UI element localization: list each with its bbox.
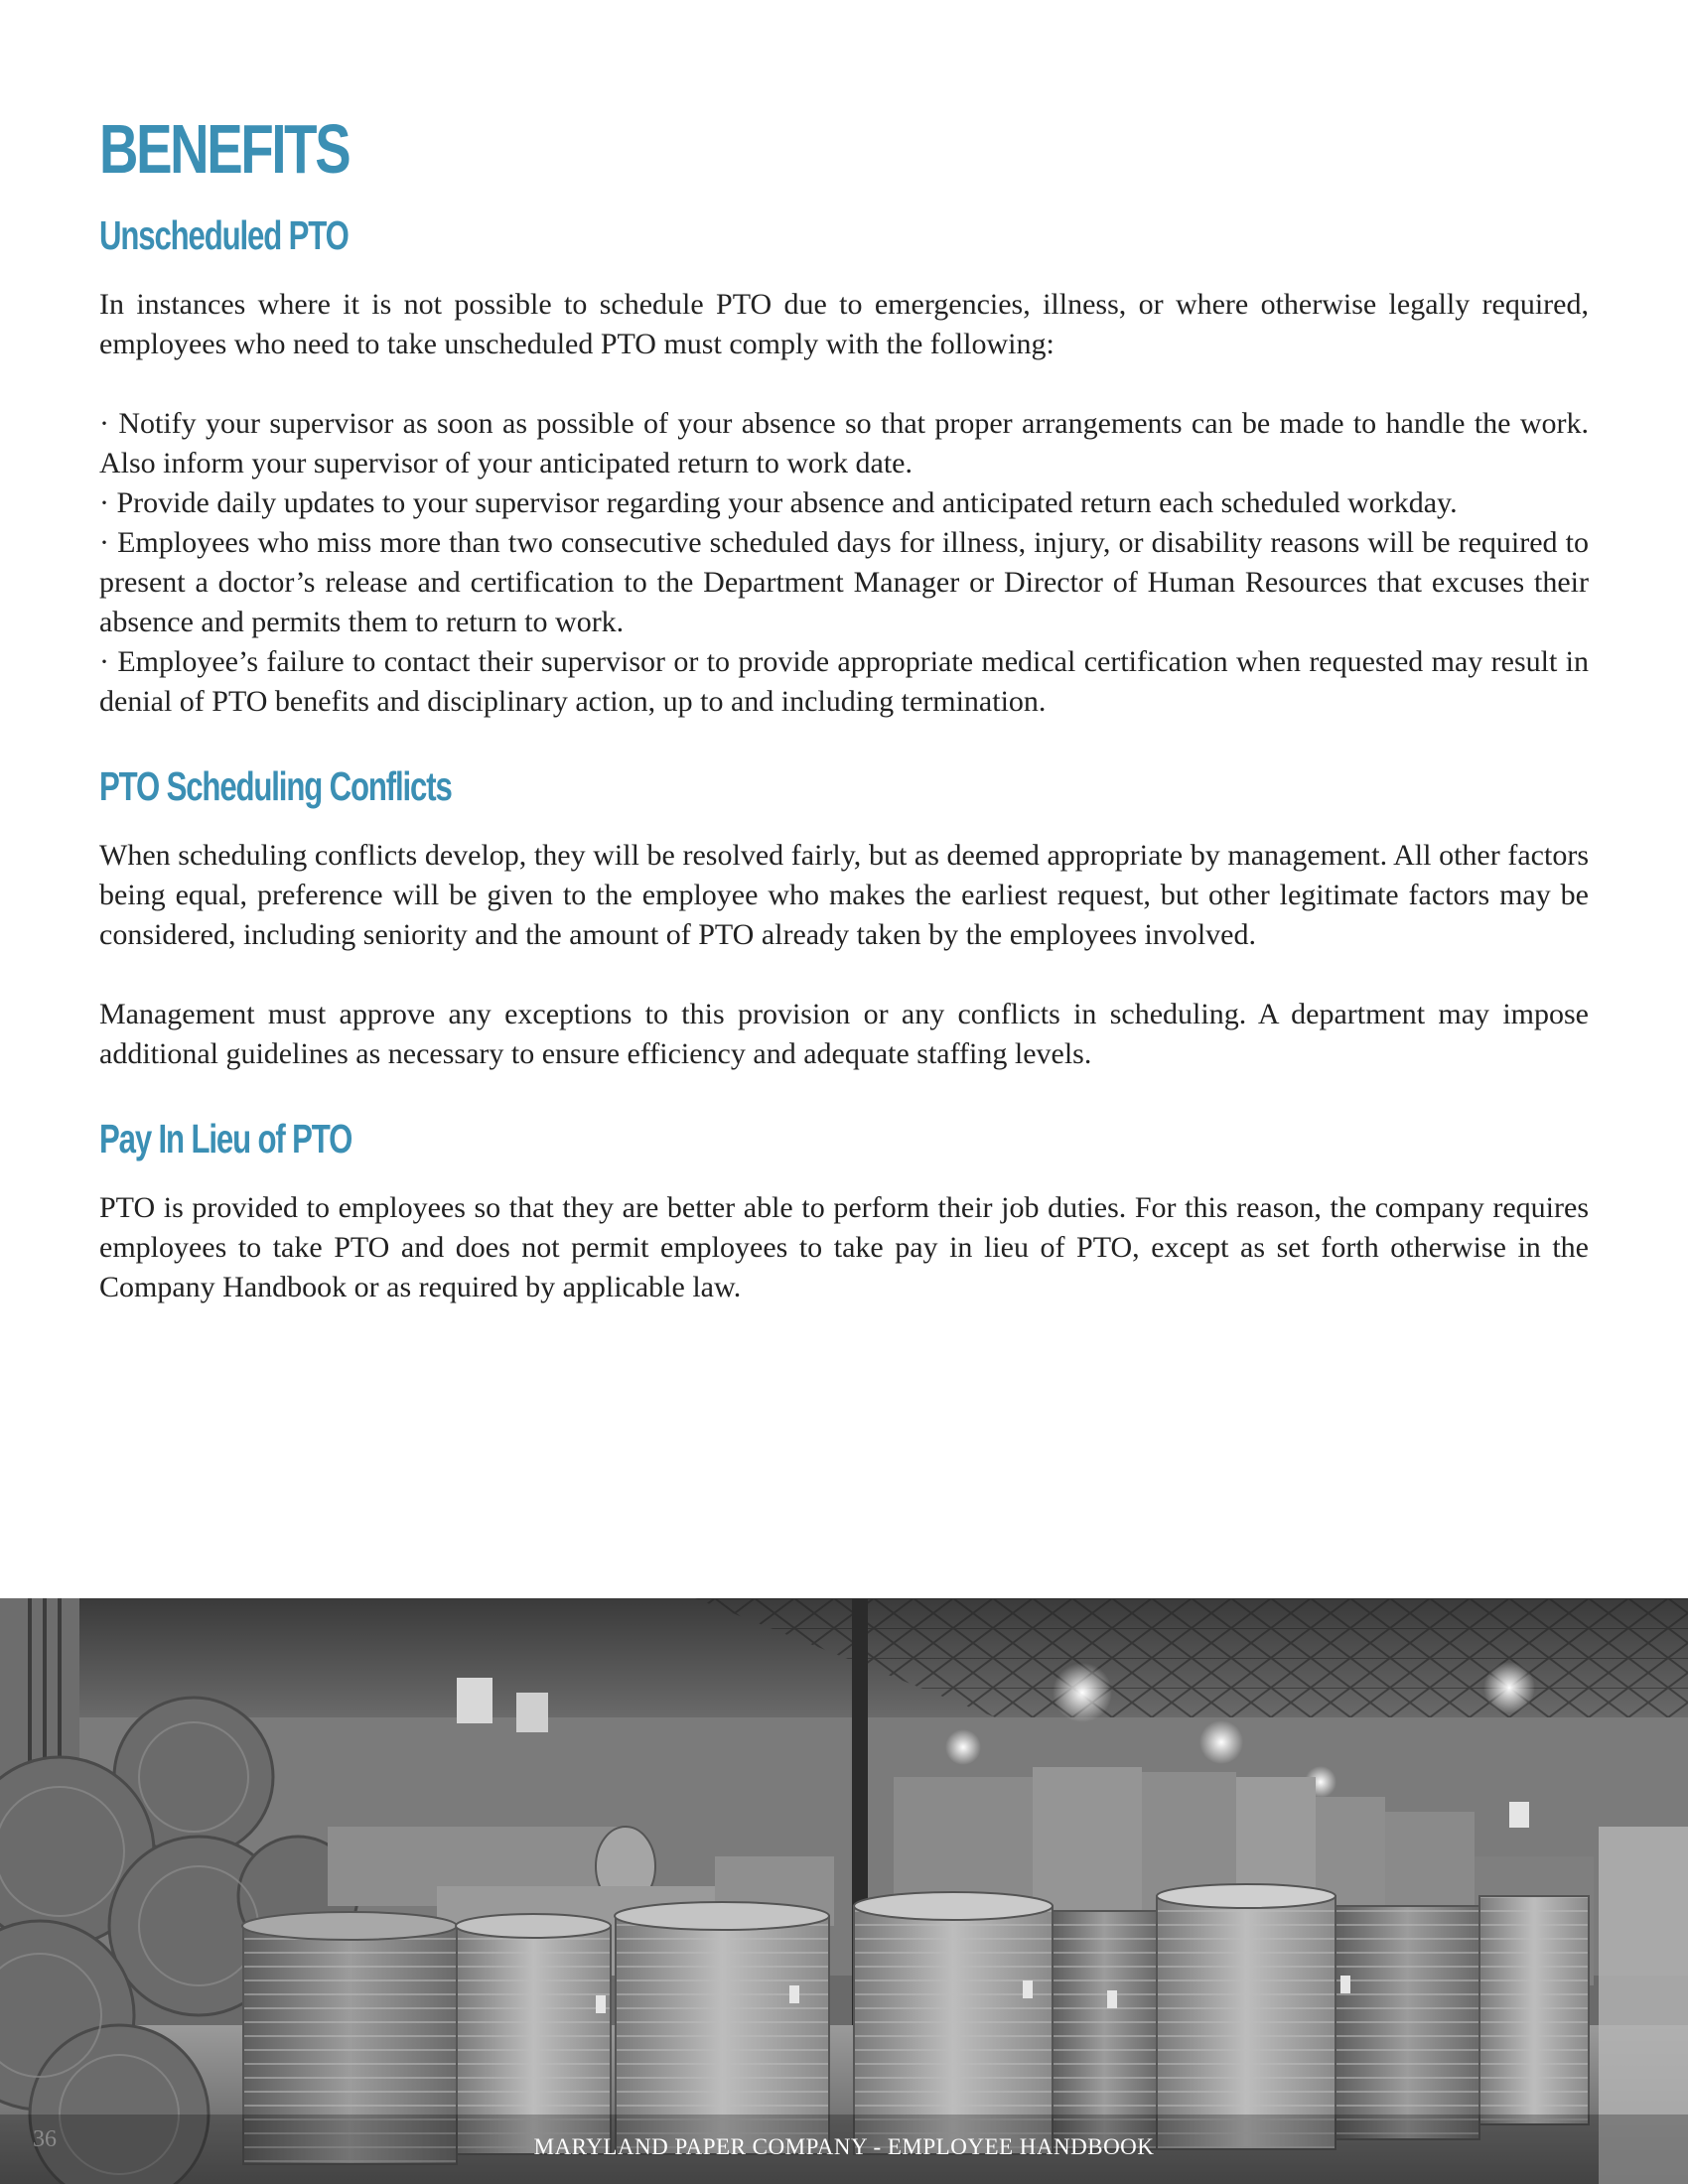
list-item: · Employee’s failure to contact their supervisor or to provide appropriate medical certification when requested may result in denial of PTO benefits and disciplinary action, up to and including termination. — [99, 645, 1589, 718]
section-heading-pto-scheduling-conflicts: PTO Scheduling Conflicts — [99, 763, 452, 809]
section-heading-unscheduled-pto: Unscheduled PTO — [99, 212, 349, 258]
page-content — [99, 104, 1589, 1307]
unscheduled-pto-intro: In instances where it is not possible to schedule PTO due to emergencies, illness, or where otherwise legally required, employees who need to take unscheduled PTO must comply with the following: — [99, 288, 1589, 360]
unscheduled-pto-bullet-list — [99, 404, 1589, 722]
warehouse-photo — [0, 1598, 1688, 2184]
list-item: · Notify your supervisor as soon as possible of your absence so that proper arrangements can be made to handle the work. Also inform your supervisor of your anticipated return to work date. — [99, 407, 1589, 479]
footer-title: MARYLAND PAPER COMPANY - EMPLOYEE HANDBOOK — [533, 2134, 1155, 2159]
pay-in-lieu-paragraph: PTO is provided to employees so that they are better able to perform their job duties. For this reason, the company requires employees to take PTO and does not permit employees to take pay in lieu of PTO, except as set forth otherwise in the Company Handbook or as required by applicable law. — [99, 1191, 1589, 1303]
list-item: · Provide daily updates to your supervisor regarding your absence and anticipated return each scheduled workday. — [99, 486, 1458, 519]
page-number: 36 — [33, 2126, 57, 2152]
scheduling-conflicts-paragraph-2: Management must approve any exceptions to this provision or any conflicts in scheduling. A department may impose additional guidelines as necessary to ensure efficiency and adequate staffing levels. — [99, 998, 1589, 1070]
page-title: BENEFITS — [99, 110, 350, 188]
list-item: · Employees who miss more than two consecutive scheduled days for illness, injury, or disability reasons will be required to present a doctor’s release and certification to the Department Manager or Director of Human Resources that excuses their absence and permits them to return to work. — [99, 526, 1589, 638]
scheduling-conflicts-paragraph-1: When scheduling conflicts develop, they will be resolved fairly, but as deemed appropriate by management. All other factors being equal, preference will be given to the employee who makes the earliest request, but other legitimate factors may be considered, including seniority and the amount of PTO already taken by the employees involved. — [99, 839, 1589, 951]
section-heading-pay-in-lieu-of-pto: Pay In Lieu of PTO — [99, 1116, 352, 1161]
